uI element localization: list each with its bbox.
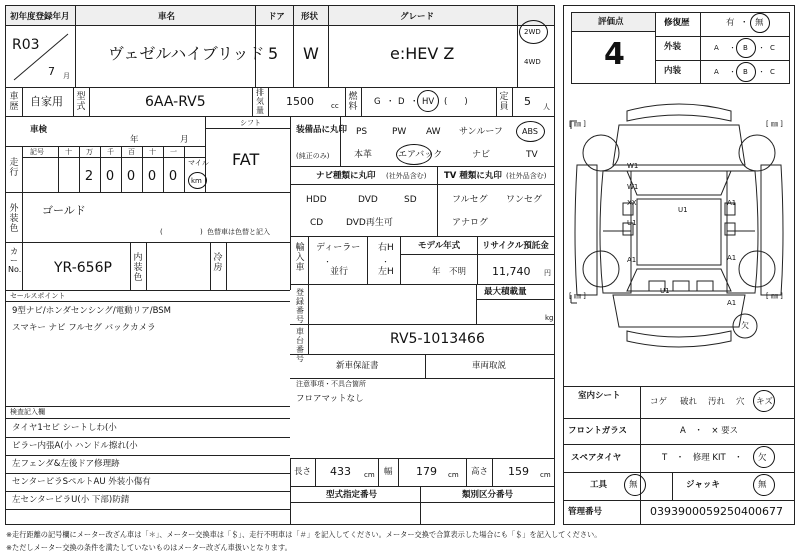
grade-value: e:HEV Z (390, 44, 455, 63)
unit-ten-thousand-ten: 十 (65, 148, 72, 156)
jack-value: 無 (758, 480, 767, 490)
recycle-unit: 円 (544, 269, 551, 277)
model-year-value: 年 不明 (432, 267, 467, 277)
spare-tire-label: スペアタイヤ (571, 453, 622, 463)
displacement-unit: cc (331, 102, 339, 110)
equip-airbag: エアバック (398, 150, 443, 160)
damage-a1-lower-right: A1 (727, 299, 737, 307)
repair-yes: 有 (726, 18, 735, 28)
mileage-digit: 0 (147, 169, 157, 184)
shape-label: 形状 (301, 12, 319, 22)
unit-hyaku: 百 (128, 148, 135, 156)
mileage-digit: 0 (126, 169, 136, 184)
damage-xx: XX (627, 199, 637, 207)
notes-label: 注意事項・不具合箇所 (296, 380, 366, 388)
first-reg-month: 7 (48, 65, 55, 78)
inspection-note-line: 左センターピラU(小 下部)防錆 (12, 495, 130, 505)
history-label: 車歴 (9, 92, 19, 112)
interior-color-label: 内装色 (133, 253, 143, 283)
mileage-digit: 2 (84, 169, 94, 184)
score-value: 4 (604, 37, 625, 72)
model-year-label: モデル年式 (418, 241, 461, 251)
mileage-digit: 0 (105, 169, 115, 184)
exterior-a: A (714, 44, 719, 52)
tv-analog: アナログ (452, 218, 489, 228)
first-reg-era: R03 (12, 37, 40, 53)
registration-label: 登録番号 (296, 288, 304, 324)
nav-types-label: ナビ種類に丸印 (316, 171, 376, 181)
import-parallel: 並行 (330, 267, 349, 277)
damage-u1: U1 (678, 206, 688, 214)
control-no-value: 0393900059250400677 (650, 505, 783, 518)
grade-label: グレード (400, 12, 435, 22)
chassis-value: RV5-1013466 (390, 331, 485, 347)
type-label: 型式 (76, 92, 86, 112)
shape-value: W (303, 44, 319, 63)
fuel-label: 燃料 (348, 92, 358, 112)
fuel-paren: ( ) (444, 97, 468, 107)
fuel-hv: HV (422, 97, 435, 107)
new-warranty-label: 新車保証書 (336, 361, 379, 371)
exterior-c: C (770, 44, 775, 52)
capacity-label: 定員 (499, 92, 509, 112)
equip-aw: AW (426, 127, 441, 137)
control-no-label: 管理番号 (568, 507, 603, 517)
damage-ket: 欠 (741, 321, 749, 330)
model-code: 6AA-RV5 (145, 94, 206, 110)
interior-c: C (770, 68, 775, 76)
max-load-label: 最大積載量 (484, 287, 527, 297)
damage-w1-lower: W1 (627, 183, 639, 191)
fuel-g: G (374, 97, 381, 107)
repair-no: 無 (755, 18, 764, 28)
model-name: ヴェゼルハイブリッド (108, 44, 265, 63)
displacement-value: 1500 (286, 95, 314, 108)
inspection-month: 月 (180, 135, 189, 145)
chassis-label: 車台番号 (296, 327, 304, 363)
width-unit: cm (448, 471, 459, 479)
damage-w1-upper: W1 (627, 162, 639, 170)
drive-2wd: 2WD (524, 28, 541, 36)
inspection-note-line: センターピラSペルトAU 外装小傷有 (12, 477, 151, 487)
repair-label: 修復歴 (664, 18, 690, 28)
nav-types-sub: (社外品含む) (386, 172, 427, 180)
equip-sunroof: サンルーフ (459, 127, 503, 137)
equipment-sub: (純正のみ) (296, 152, 330, 160)
score-label: 評価点 (598, 17, 624, 27)
exterior-b: B (743, 44, 748, 52)
width-label: 幅 (384, 467, 393, 477)
capacity-unit: 人 (543, 103, 550, 111)
nav-cd: CD (310, 218, 324, 228)
car-no-label: カーNo. (8, 247, 22, 274)
nav-dvd: DVD (358, 195, 378, 205)
inspection-year: 年 (130, 135, 139, 145)
damage-u1-small: U1 (660, 287, 670, 295)
model-name-label: 車名 (158, 12, 176, 22)
unit-sen: 千 (107, 148, 114, 156)
sales-point-line: 9型ナビ/ホンダセンシング/電動リア/BSM (12, 306, 171, 316)
tv-oneseg: ワンセグ (506, 195, 543, 205)
recycle-label: リサイクル預託金 (482, 241, 549, 251)
mileage-label: 走行 (9, 158, 19, 178)
import-dealer: ディーラー (316, 243, 361, 253)
seat-tear: 破れ (680, 397, 698, 407)
equip-navi: ナビ (472, 150, 491, 160)
damage-a1-right: A1 (727, 199, 737, 207)
import-label: 輸入車 (295, 243, 305, 273)
import-right: 右H (378, 243, 394, 253)
usage-value: 自家用 (30, 95, 63, 108)
damage-a1-left-rear: A1 (627, 256, 637, 264)
nav-dvd-play: DVD再生可 (346, 218, 393, 228)
sales-point-line: スマキー ナビ フルセグ バックカメラ (12, 323, 156, 333)
unit-ichi: 一 (170, 148, 177, 156)
seat-label: 室内シート (578, 391, 621, 401)
manual-label: 車両取説 (472, 361, 507, 371)
interior-label: 内装 (664, 66, 682, 76)
tv-types-sub: (社外品含む) (506, 172, 547, 180)
designated-no-label: 型式指定番号 (326, 490, 378, 500)
height-unit: cm (540, 471, 551, 479)
color-label: 外装色 (9, 204, 19, 234)
footer-note: ※ただしメーター交換の条件を満たしていないものはメーター改ざん車扱いとなります。 (6, 543, 292, 552)
first-reg-label: 初年度登録年月 (10, 12, 70, 22)
height-value: 159 (508, 465, 529, 478)
car-damage-diagram (567, 95, 791, 385)
length-value: 433 (330, 465, 351, 478)
nav-sd: SD (404, 195, 417, 205)
seat-dirt: 汚れ (708, 397, 726, 407)
length-unit: cm (364, 471, 375, 479)
damage-a1-rear: A1 (727, 254, 737, 262)
height-label: 高さ (471, 467, 489, 477)
equip-pw: PW (392, 127, 407, 137)
equip-abs: ABS (522, 127, 538, 136)
exterior-label: 外装 (664, 42, 682, 52)
drive-4wd: 4WD (524, 58, 541, 66)
inspection-note-line: 左フェンダ&左後ドア修理跡 (12, 459, 120, 469)
import-left: 左H (378, 267, 394, 277)
windshield-value: A ・ × 要ス (680, 426, 739, 436)
mileage-digit: 0 (168, 169, 178, 184)
seat-scratch: キズ (756, 397, 773, 407)
interior-a: A (714, 68, 719, 76)
interior-b: B (743, 68, 748, 76)
door-label: ドア (268, 12, 285, 22)
equipment-label: 装備品に丸印 (296, 125, 348, 135)
tools-value: 無 (629, 480, 638, 490)
km-label: km (191, 177, 202, 185)
fuel-d: D (398, 97, 405, 107)
car-no-value: YR-656P (54, 260, 112, 276)
unit-juu: 十 (149, 148, 156, 156)
ac-label: 冷房 (213, 253, 223, 273)
mile-label: マイル (188, 159, 209, 167)
spare-missing: 欠 (758, 453, 767, 463)
equip-leather: 本革 (354, 150, 373, 160)
shift-value: FAT (232, 150, 260, 169)
windshield-label: フロントガラス (568, 426, 627, 436)
max-load-unit: kg (545, 314, 554, 322)
notes-value: フロアマットなし (296, 394, 364, 404)
inspection-label: 車検 (30, 125, 48, 135)
class-no-label: 類別区分番号 (462, 490, 514, 500)
unit-man: 万 (86, 148, 93, 156)
length-label: 長さ (294, 467, 312, 477)
footer-note: ※走行距離の記号欄にメーター改ざん車は「＊」、メーター交換車は「＄」、走行不明車は「＃」を記入してください。メーター交換で合算表示した場合にも「＄」を記入してください。 (6, 530, 602, 539)
nav-hdd: HDD (306, 195, 327, 205)
width-value: 179 (416, 465, 437, 478)
doors-value: 5 (268, 44, 279, 63)
inspection-note-line: ピラー内張A(小 ハンドル擦れ(小 (12, 441, 138, 451)
inspection-notes-label: 検査記入欄 (10, 408, 45, 416)
seat-hole: 穴 (736, 397, 745, 407)
displacement-label: 排気量 (256, 88, 264, 115)
color-note: 色替車は色替と記入 (207, 228, 270, 236)
spare-tire-value: T ・ 修理 KIT ・ (662, 453, 743, 463)
damage-u1-left: U1 (627, 219, 637, 227)
mileage-mark-label: 記号 (30, 148, 44, 156)
tools-label: 工具 (590, 480, 608, 490)
color-value: ゴールド (42, 204, 86, 217)
shift-label: シフト (240, 119, 261, 127)
sales-points-label: セールスポイント (10, 292, 66, 300)
inspection-note-line: タイヤ1セピ シートしわ(小 (12, 423, 117, 433)
tv-fullseg: フルセグ (452, 195, 488, 205)
recycle-value: 11,740 (492, 265, 531, 278)
equip-ps: PS (356, 127, 368, 137)
jack-label: ジャッキ (686, 480, 720, 490)
tv-types-label: TV 種類に丸印 (444, 171, 502, 181)
first-reg-month-unit: 月 (63, 72, 70, 80)
seat-burn: コゲ (650, 397, 668, 407)
capacity-value: 5 (524, 95, 531, 108)
equip-tv: TV (526, 150, 538, 160)
